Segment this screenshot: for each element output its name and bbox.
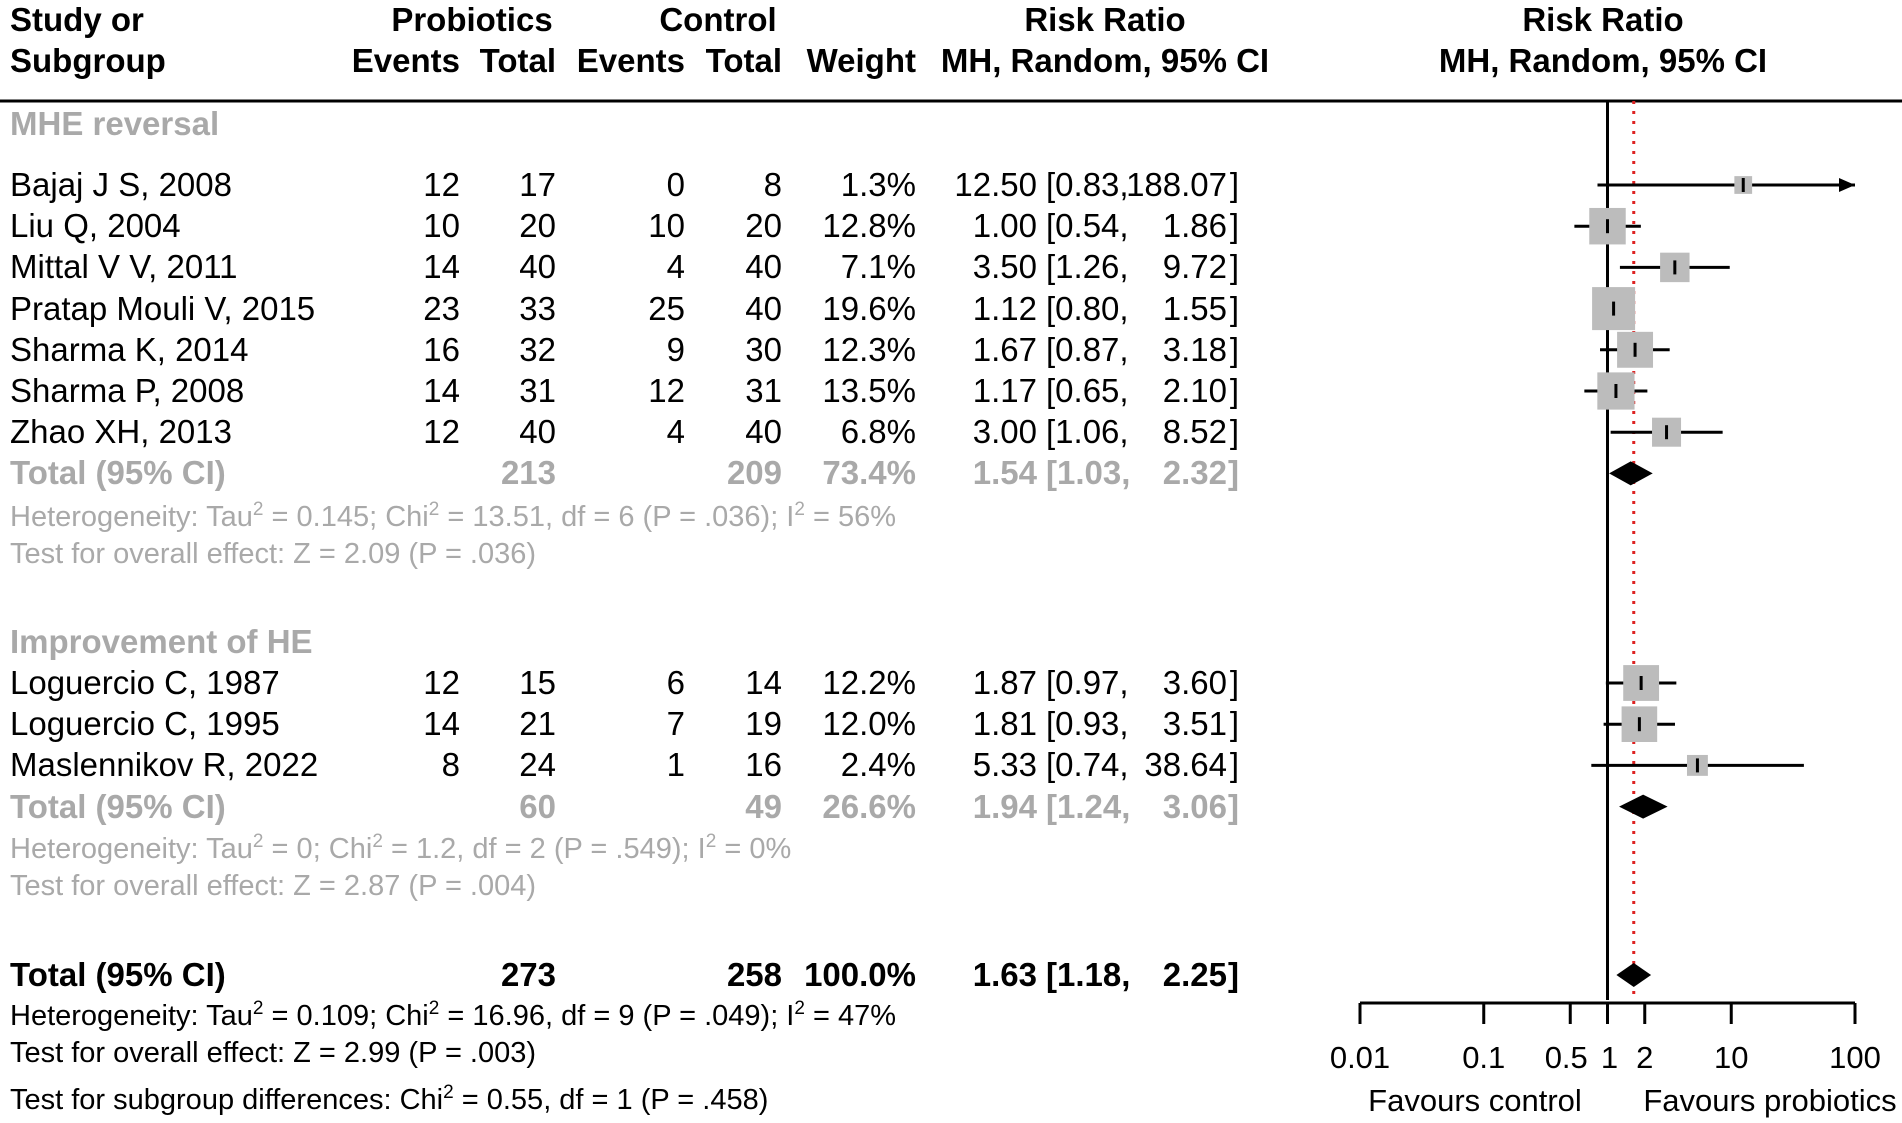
control-total: 31 bbox=[745, 372, 782, 409]
ci-separator: , bbox=[1119, 248, 1129, 286]
probiotics-events: 23 bbox=[423, 289, 460, 327]
ci-bracket-open: [ bbox=[1046, 207, 1056, 245]
ci-bracket-open: [ bbox=[1046, 289, 1056, 327]
het-value: .036 bbox=[704, 501, 761, 533]
overall-probiotics-total: 273 bbox=[500, 956, 556, 993]
overall-control-total: 258 bbox=[726, 956, 782, 993]
ci-lower: 1.26 bbox=[1055, 248, 1120, 286]
het-label: ; Chi bbox=[369, 501, 429, 533]
subtotal-probiotics-total: 213 bbox=[500, 454, 556, 492]
ci-lower: 0.83 bbox=[1055, 166, 1120, 203]
ci-bracket-close: ] bbox=[1229, 289, 1239, 327]
subgroup-diff-value: 0.55 bbox=[486, 1084, 544, 1116]
probiotics-events: 14 bbox=[423, 248, 460, 286]
ci-bracket-open: [ bbox=[1046, 787, 1057, 825]
ci-lower: 0.93 bbox=[1055, 705, 1120, 743]
study-name: Maslennikov R, 2022 bbox=[10, 746, 319, 784]
ci-separator: , bbox=[1121, 956, 1131, 993]
ci-separator: , bbox=[1119, 413, 1129, 451]
ci-bracket-open: [ bbox=[1046, 664, 1056, 701]
het-label: ; Chi bbox=[312, 833, 373, 865]
favours-probiotics-label: Favours probiotics bbox=[1643, 1083, 1897, 1118]
control-events: 4 bbox=[666, 413, 685, 451]
overall-effect-text: Test for overall effect: Z = 2.99 (P = .003) bbox=[10, 1037, 537, 1069]
subtotal-weight: 26.6% bbox=[822, 787, 916, 825]
study-name: Loguercio C, 1987 bbox=[10, 664, 280, 701]
study-name: Sharma P, 2008 bbox=[10, 372, 245, 409]
probiotics-total: 33 bbox=[519, 289, 556, 327]
weight-value: 12.8% bbox=[822, 207, 916, 245]
het-label: (P = bbox=[634, 1000, 705, 1032]
het-label: = bbox=[263, 1000, 297, 1032]
ci-bracket-close: ] bbox=[1229, 413, 1239, 451]
subgroup-diff-label: Test for subgroup differences: Chi bbox=[10, 1084, 444, 1116]
ci-separator: , bbox=[1119, 372, 1129, 409]
het-label: Heterogeneity: Tau bbox=[10, 501, 253, 533]
ci-lower: 1.03 bbox=[1057, 454, 1122, 492]
control-total: 16 bbox=[745, 746, 782, 784]
het-value: 47% bbox=[838, 1000, 897, 1032]
header-rr-method: MH, Random, 95% CI bbox=[940, 42, 1270, 79]
het-label: , df = bbox=[544, 1000, 619, 1032]
x-tick-label: 0.01 bbox=[1329, 1040, 1391, 1075]
ci-separator: , bbox=[1121, 787, 1131, 825]
probiotics-total: 32 bbox=[519, 330, 556, 368]
ci-lower: 0.97 bbox=[1055, 664, 1120, 701]
header-probiotics-total: Total bbox=[479, 42, 556, 79]
overall-effect-text: Test for overall effect: Z = 2.87 (P = .004) bbox=[10, 870, 537, 902]
ci-bracket-open: [ bbox=[1046, 413, 1056, 451]
x-tick-label: 2 bbox=[1636, 1040, 1654, 1075]
header-control: Control bbox=[659, 1, 777, 38]
superscript: 2 bbox=[705, 831, 717, 852]
control-events: 1 bbox=[666, 746, 685, 784]
ci-separator: , bbox=[1119, 166, 1129, 203]
subgroup-heading: Improvement of HE bbox=[10, 623, 313, 660]
control-events: 9 bbox=[666, 330, 685, 368]
probiotics-total: 20 bbox=[519, 207, 556, 245]
probiotics-total: 21 bbox=[519, 705, 556, 743]
ci-bracket-open: [ bbox=[1046, 166, 1056, 203]
ci-bracket-open: [ bbox=[1046, 330, 1056, 368]
study-name: Liu Q, 2004 bbox=[10, 207, 181, 245]
study-name: Sharma K, 2014 bbox=[10, 330, 249, 368]
rr-value: 5.33 bbox=[972, 746, 1037, 784]
weight-value: 12.2% bbox=[822, 664, 916, 701]
x-tick-label: 0.5 bbox=[1544, 1040, 1588, 1075]
superscript: 2 bbox=[428, 499, 440, 520]
control-events: 12 bbox=[648, 372, 685, 409]
rr-value: 12.50 bbox=[954, 166, 1037, 203]
ci-arrow bbox=[1839, 178, 1855, 192]
ci-lower: 1.24 bbox=[1057, 787, 1122, 825]
ci-lower: 0.87 bbox=[1055, 330, 1120, 368]
overall-total-label: Total (95% CI) bbox=[10, 956, 226, 993]
pooled-diamond bbox=[1619, 795, 1668, 819]
ci-bracket-close: ] bbox=[1228, 454, 1239, 492]
superscript: 2 bbox=[794, 499, 805, 520]
het-value: 56% bbox=[838, 501, 897, 533]
ci-upper: 2.10 bbox=[1162, 372, 1227, 409]
het-value: 0 bbox=[296, 833, 313, 865]
het-value: .049 bbox=[704, 1000, 761, 1032]
ci-separator: , bbox=[1119, 664, 1129, 701]
pooled-diamond bbox=[1609, 461, 1653, 485]
superscript: 2 bbox=[794, 998, 805, 1019]
overall-rr: 1.63 bbox=[972, 956, 1037, 993]
ci-separator: , bbox=[1119, 705, 1129, 743]
ci-bracket-close: ] bbox=[1229, 664, 1239, 701]
header-plot-method: MH, Random, 95% CI bbox=[1438, 42, 1768, 79]
het-value: 0.145 bbox=[296, 501, 370, 533]
rr-value: 1.67 bbox=[972, 330, 1037, 368]
ci-separator: , bbox=[1119, 330, 1129, 368]
control-events: 4 bbox=[666, 248, 685, 286]
het-label: ); I bbox=[760, 501, 795, 533]
x-tick-label: 1 bbox=[1600, 1040, 1619, 1075]
het-value: 16.96 bbox=[472, 1000, 545, 1032]
study-name: Loguercio C, 1995 bbox=[10, 705, 280, 743]
rr-value: 1.87 bbox=[972, 664, 1037, 701]
ci-separator: , bbox=[1121, 454, 1131, 492]
probiotics-total: 31 bbox=[519, 372, 556, 409]
probiotics-events: 8 bbox=[441, 746, 460, 784]
het-value: 0% bbox=[749, 833, 792, 865]
ci-bracket-close: ] bbox=[1229, 248, 1239, 286]
het-label: = bbox=[804, 1000, 839, 1032]
het-value: 6 bbox=[618, 501, 635, 533]
ci-bracket-open: [ bbox=[1046, 248, 1056, 286]
x-tick-label: 0.1 bbox=[1462, 1040, 1506, 1075]
ci-upper: 1.55 bbox=[1162, 289, 1227, 327]
rr-value: 1.12 bbox=[972, 289, 1037, 327]
rr-value: 3.50 bbox=[972, 248, 1037, 286]
het-label: = bbox=[263, 501, 297, 533]
control-events: 7 bbox=[666, 705, 685, 743]
het-label: (P = bbox=[634, 501, 705, 533]
header-plot-title: Risk Ratio bbox=[1522, 1, 1684, 38]
study-name: Pratap Mouli V, 2015 bbox=[10, 289, 316, 327]
header-weight: Weight bbox=[806, 42, 916, 79]
ci-bracket-close: ] bbox=[1229, 166, 1239, 203]
weight-value: 19.6% bbox=[822, 289, 916, 327]
subtotal-control-total: 49 bbox=[745, 787, 782, 825]
ci-upper: 8.52 bbox=[1162, 413, 1227, 451]
rr-value: 3.00 bbox=[972, 413, 1037, 451]
subtotal-label: Total (95% CI) bbox=[10, 787, 226, 825]
probiotics-total: 17 bbox=[519, 166, 556, 203]
probiotics-events: 16 bbox=[423, 330, 460, 368]
control-events: 0 bbox=[666, 166, 685, 203]
superscript: 2 bbox=[372, 831, 383, 852]
ci-lower: 0.54 bbox=[1055, 207, 1120, 245]
rr-value: 1.81 bbox=[972, 705, 1037, 743]
probiotics-events: 12 bbox=[423, 166, 460, 203]
ci-upper: 3.60 bbox=[1162, 664, 1227, 701]
header-probiotics: Probiotics bbox=[391, 1, 553, 38]
control-total: 19 bbox=[745, 705, 782, 743]
subtotal-probiotics-total: 60 bbox=[519, 787, 556, 825]
probiotics-events: 12 bbox=[423, 664, 460, 701]
subgroup-diff-label: , df = bbox=[543, 1084, 617, 1116]
study-name: Mittal V V, 2011 bbox=[10, 248, 238, 286]
ci-lower: 1.06 bbox=[1055, 413, 1120, 451]
probiotics-events: 14 bbox=[423, 705, 460, 743]
header-control-events: Events bbox=[576, 42, 685, 79]
ci-bracket-close: ] bbox=[1229, 705, 1239, 743]
het-label: = bbox=[439, 501, 473, 533]
het-label: Heterogeneity: Tau bbox=[10, 1000, 253, 1032]
superscript: 2 bbox=[252, 499, 264, 520]
ci-upper: 38.64 bbox=[1144, 746, 1227, 784]
x-tick-label: 10 bbox=[1714, 1040, 1749, 1075]
control-total: 8 bbox=[763, 166, 782, 203]
ci-lower: 1.18 bbox=[1057, 956, 1122, 993]
superscript: 2 bbox=[252, 998, 264, 1019]
subgroup-diff-label: (P = bbox=[632, 1084, 703, 1116]
ci-bracket-open: [ bbox=[1046, 454, 1057, 492]
weight-value: 6.8% bbox=[840, 413, 916, 451]
ci-upper: 9.72 bbox=[1162, 248, 1227, 286]
study-name: Zhao XH, 2013 bbox=[10, 413, 232, 451]
het-label: (P = bbox=[545, 833, 616, 865]
het-value: .549 bbox=[615, 833, 672, 865]
ci-bracket-open: [ bbox=[1046, 372, 1056, 409]
ci-separator: , bbox=[1119, 289, 1129, 327]
subgroup-diff-value: 1 bbox=[616, 1084, 633, 1116]
probiotics-events: 14 bbox=[423, 372, 460, 409]
subgroup-diff-value: .458 bbox=[702, 1084, 759, 1116]
control-total: 40 bbox=[745, 248, 782, 286]
ci-upper: 3.18 bbox=[1162, 330, 1227, 368]
rr-value: 1.00 bbox=[972, 207, 1037, 245]
probiotics-events: 12 bbox=[423, 413, 460, 451]
ci-upper: 188.07 bbox=[1126, 166, 1227, 203]
control-total: 14 bbox=[745, 664, 782, 701]
weight-value: 7.1% bbox=[840, 248, 916, 286]
superscript: 2 bbox=[252, 831, 264, 852]
het-value: 9 bbox=[618, 1000, 635, 1032]
control-total: 20 bbox=[745, 207, 782, 245]
het-label: ); I bbox=[671, 833, 706, 865]
x-tick-label: 100 bbox=[1829, 1040, 1881, 1075]
het-value: 13.51 bbox=[472, 501, 545, 533]
header-control-total: Total bbox=[705, 42, 782, 79]
probiotics-total: 24 bbox=[519, 746, 556, 784]
control-total: 40 bbox=[745, 413, 782, 451]
header-study-line1: Study or bbox=[10, 1, 144, 38]
control-events: 6 bbox=[666, 664, 685, 701]
subgroup-diff-label: ) bbox=[758, 1084, 769, 1116]
rr-value: 1.17 bbox=[972, 372, 1037, 409]
het-value: 1.2 bbox=[415, 833, 457, 865]
subgroup-heading: MHE reversal bbox=[10, 105, 220, 142]
het-label: ; Chi bbox=[369, 1000, 429, 1032]
ci-upper: 2.25 bbox=[1162, 956, 1227, 993]
ci-bracket-open: [ bbox=[1046, 956, 1057, 993]
ci-bracket-close: ] bbox=[1229, 372, 1239, 409]
ci-bracket-close: ] bbox=[1229, 746, 1239, 784]
probiotics-events: 10 bbox=[423, 207, 460, 245]
subtotal-label: Total (95% CI) bbox=[10, 454, 226, 492]
weight-value: 12.0% bbox=[822, 705, 916, 743]
subtotal-control-total: 209 bbox=[726, 454, 782, 492]
ci-upper: 3.06 bbox=[1162, 787, 1227, 825]
superscript: 2 bbox=[428, 998, 440, 1019]
ci-separator: , bbox=[1119, 207, 1129, 245]
subtotal-weight: 73.4% bbox=[822, 454, 916, 492]
ci-bracket-open: [ bbox=[1046, 746, 1056, 784]
het-label: = bbox=[263, 833, 297, 865]
weight-value: 2.4% bbox=[840, 746, 916, 784]
ci-bracket-close: ] bbox=[1229, 207, 1239, 245]
pooled-diamond bbox=[1616, 963, 1651, 987]
control-events: 25 bbox=[648, 289, 685, 327]
control-total: 30 bbox=[745, 330, 782, 368]
control-events: 10 bbox=[648, 207, 685, 245]
header-rr-title: Risk Ratio bbox=[1024, 1, 1186, 38]
het-label: , df = bbox=[544, 501, 619, 533]
het-value: 2 bbox=[529, 833, 546, 865]
probiotics-total: 40 bbox=[519, 413, 556, 451]
subtotal-rr: 1.94 bbox=[972, 787, 1037, 825]
het-label: = bbox=[439, 1000, 473, 1032]
ci-bracket-open: [ bbox=[1046, 705, 1056, 743]
ci-bracket-close: ] bbox=[1228, 956, 1239, 993]
het-label: Heterogeneity: Tau bbox=[10, 833, 253, 865]
header-probiotics-events: Events bbox=[351, 42, 460, 79]
het-label: = bbox=[804, 501, 839, 533]
weight-value: 1.3% bbox=[840, 166, 916, 203]
weight-value: 13.5% bbox=[822, 372, 916, 409]
probiotics-total: 40 bbox=[519, 248, 556, 286]
het-label: , df = bbox=[456, 833, 530, 865]
ci-upper: 2.32 bbox=[1162, 454, 1227, 492]
ci-separator: , bbox=[1119, 746, 1129, 784]
ci-lower: 0.65 bbox=[1055, 372, 1120, 409]
ci-lower: 0.74 bbox=[1055, 746, 1120, 784]
header-study-line2: Subgroup bbox=[10, 42, 166, 79]
favours-control-label: Favours control bbox=[1368, 1083, 1582, 1118]
ci-upper: 3.51 bbox=[1162, 705, 1227, 743]
study-name: Bajaj J S, 2008 bbox=[10, 166, 232, 203]
ci-lower: 0.80 bbox=[1055, 289, 1120, 327]
overall-weight: 100.0% bbox=[804, 956, 916, 993]
subtotal-rr: 1.54 bbox=[972, 454, 1037, 492]
het-label: ); I bbox=[760, 1000, 795, 1032]
weight-value: 12.3% bbox=[822, 330, 916, 368]
overall-effect-text: Test for overall effect: Z = 2.09 (P = .036) bbox=[10, 538, 537, 570]
superscript: 2 bbox=[443, 1082, 454, 1103]
het-value: 0.109 bbox=[296, 1000, 370, 1032]
control-total: 40 bbox=[745, 289, 782, 327]
probiotics-total: 15 bbox=[519, 664, 556, 701]
het-label: = bbox=[382, 833, 416, 865]
ci-bracket-close: ] bbox=[1228, 787, 1239, 825]
subgroup-diff-label: = bbox=[453, 1084, 487, 1116]
ci-bracket-close: ] bbox=[1229, 330, 1239, 368]
ci-upper: 1.86 bbox=[1162, 207, 1227, 245]
het-label: = bbox=[716, 833, 750, 865]
